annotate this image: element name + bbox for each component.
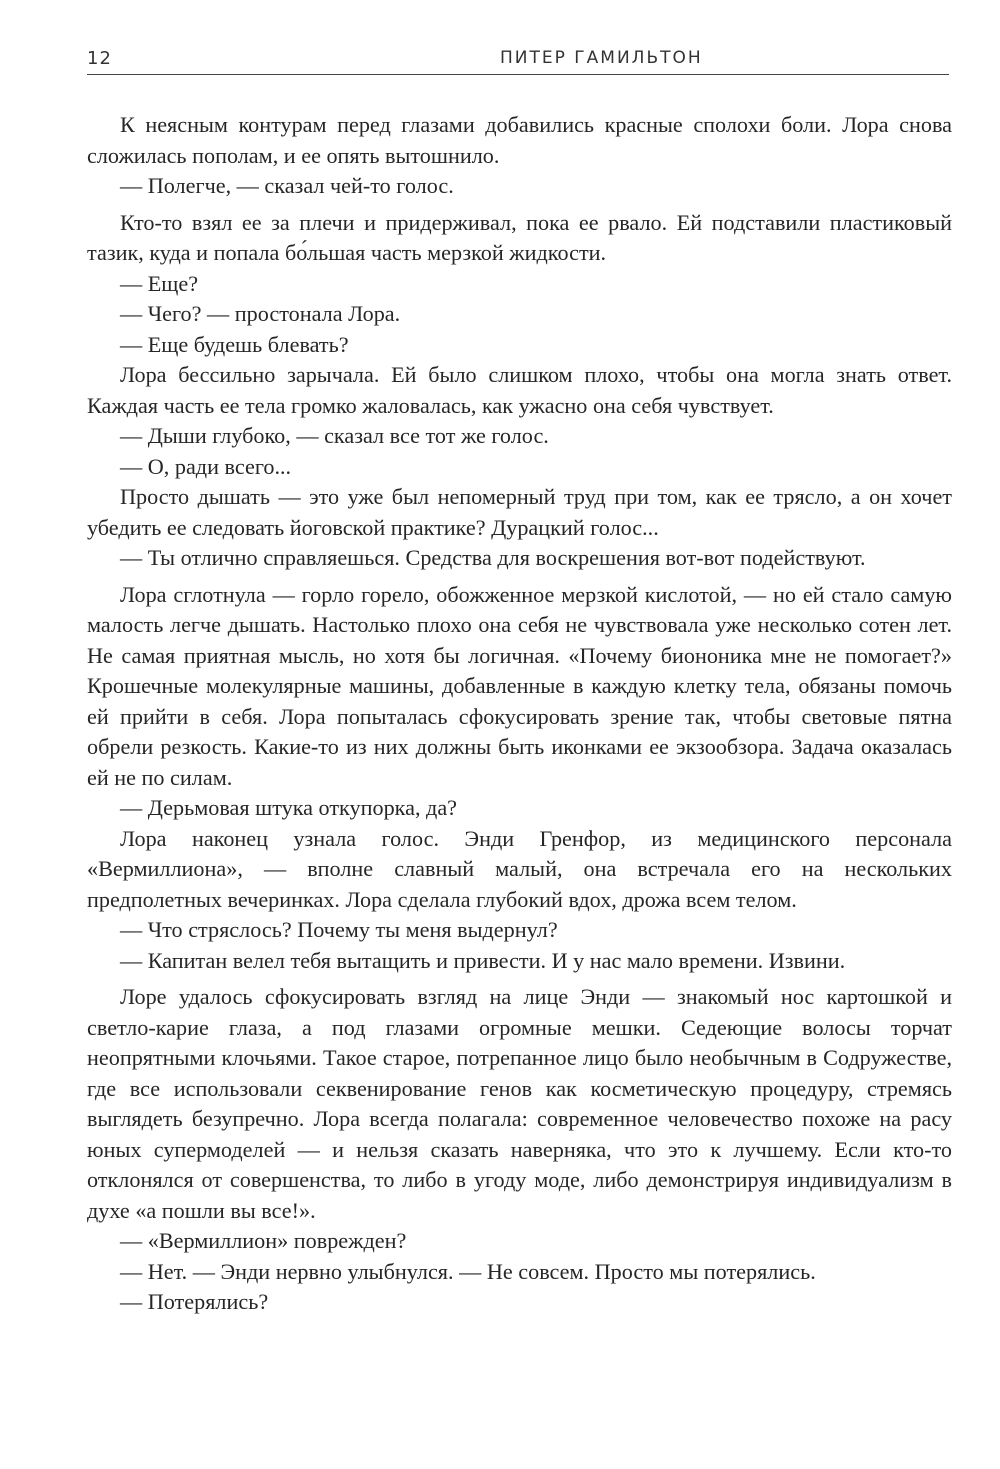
paragraph: — Еще? [120,270,199,296]
body-text [87,110,952,1318]
paragraph: — Чего? — простонала Лора. [120,301,401,326]
paragraph: — Что стряслось? Почему ты меня выдернул? [120,917,558,942]
header-rule [87,74,949,75]
paragraph: — Полегче, — сказал чей-то голос. [120,173,454,198]
paragraph: Лора бессильно зарычала. Ей было слишком плохо, чтобы она могла знать ответ. Каждая часть ее тела громко жаловалась, как ужасно она себя чувствует. [87,362,952,418]
paragraph: — Ты отлично справляешься. Средства для воскрешения вот-вот подействуют. [120,545,866,570]
paragraph: — Потерялись? [120,1289,269,1314]
paragraph: — Дыши глубоко, — сказал все тот же голос. [120,423,549,448]
paragraph: Лоре удалось сфокусировать взгляд на лице Энди — знакомый нос картошкой и светло-карие глаза, а под глазами огромные мешки. Седеющие волосы торчат неопрятными клочьями. Такое старое, потрепанное лицо было необычным в Содружестве, где все использовали секвенирование генов как косметическую процедуру, стремясь выглядеть безупречно. Лора всегда полагала: современное человечество похоже на расу юных супермоделей — и нельзя сказать наверняка, что это к лучшему. Если кто-то отклонялся от совершенства, то либо в угоду моде, либо демонстрируя индивидуализм в духе «а пошли вы все!». [87,984,952,1223]
page-number: 12 [87,48,112,69]
paragraph: К неясным контурам перед глазами добавились красные сполохи боли. Лора снова сложилась пополам, и ее опять вытошнило. [87,112,952,168]
paragraph: — «Вермиллион» поврежден? [120,1228,407,1253]
paragraph: — Еще будешь блевать? [120,331,349,357]
paragraph: Лора сглотнула — горло горело, обожженное мерзкой кислотой, — но ей стало самую малость легче дышать. Настолько плохо она себя не чувствовала уже несколько сотен лет. Не самая приятная мысль, но хотя бы логичная. «Почему биононика мне не помогает?» Крошечные молекулярные машины, добавленные в каждую клетку тела, обязаны помочь ей прийти в себя. Лора попыталась сфокусировать зрение так, чтобы световые пятна обрели резкость. Какие-то из них должны быть иконками ее экзообзора. Задача оказалась ей не по силам. [87,581,952,790]
paragraph: Кто-то взял ее за плечи и придерживал, пока ее рвало. Ей подставили пластиковый тазик, куда и попала бо́льшая часть мерзкой жидкости. [87,209,952,265]
paragraph: — О, ради всего... [120,453,292,479]
paragraph: Просто дышать — это уже был непомерный труд при том, как ее трясло, а он хочет убедить ее следовать йоговской практике? Дурацкий голос... [87,484,952,540]
page-header [87,46,949,72]
paragraph: — Капитан велел тебя вытащить и привести. И у нас мало времени. Извини. [120,947,846,973]
paragraph: Лора наконец узнала голос. Энди Гренфор, из медицинского персонала «Вермиллиона», — вполне славный малый, она встречала его на нескольких предполетных вечеринках. Лора сделала глубокий вдох, дрожа всем телом. [87,825,952,912]
paragraph: — Нет. — Энди нервно улыбнулся. — Не совсем. Просто мы потерялись. [120,1258,816,1284]
paragraph: — Дерьмовая штука откупорка, да? [120,795,458,820]
running-head: ПИТЕР ГАМИЛЬТОН [500,48,703,68]
